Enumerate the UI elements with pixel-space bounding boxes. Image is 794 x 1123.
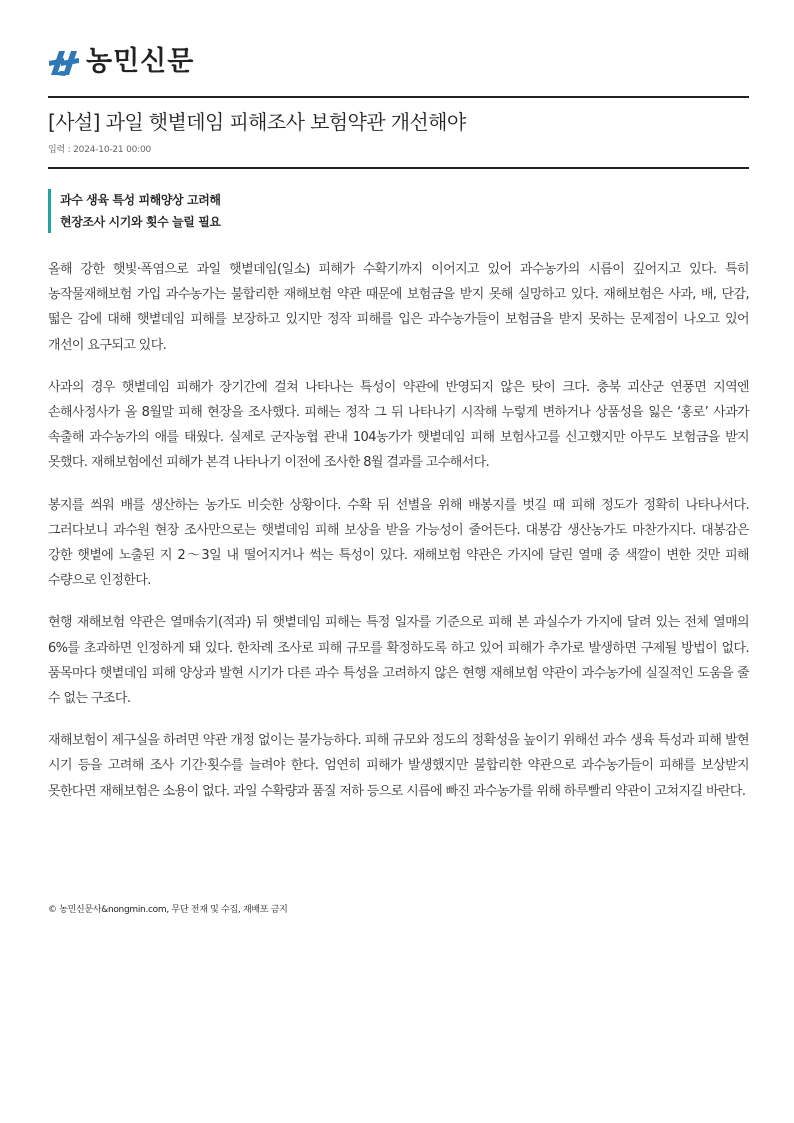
- nongmin-logo-icon: [48, 46, 80, 78]
- article-body: [48, 257, 749, 821]
- article-paragraph: 사과의 경우 햇볕데임 피해가 장기간에 걸쳐 나타나는 특성이 약관에 반영되지 않은 탓이 크다. 충북 괴산군 연풍면 지역엔 손해사정사가 올 8월말 피해 현장을 조사했다. 피해는 정작 그 뒤 나타나기 시작해 누렇게 변하거나 상품성을 잃은 ‘홍로’ 사과가 속출해 과수농가의 애를 태웠다. 실제로 군자농협 관내 104농가가 햇볕데임 피해 보험사고를 신고했지만 아무도 보험금을 받지 못했다. 재해보험에선 피해가 본격 나타나기 이전에 조사한 8월 결과를 고수해서다.: [48, 379, 749, 471]
- masthead[interactable]: [48, 42, 194, 82]
- copyright-notice: © 농민신문사&nongmin.com, 무단 전재 및 수집, 재배포 금지: [48, 905, 288, 915]
- top-divider: [48, 96, 749, 98]
- article-dateline: 입력 : 2024-10-21 00:00: [48, 145, 152, 155]
- article-paragraph: 재해보험이 제구실을 하려면 약관 개정 없이는 불가능하다. 피해 규모와 정도의 정확성을 높이기 위해선 과수 생육 특성과 피해 발현 시기 등을 고려해 조사 기간·횟수를 늘려야 한다. 엄연히 피해가 발생했지만 불합리한 약관으로 과수농가들이 피해를 보상받지 못한다면 재해보험은 소용이 없다. 과일 수확량과 품질 저하 등으로 시름에 빠진 과수농가를 위해 하루빨리 약관이 고쳐지길 바란다.: [48, 733, 749, 799]
- subhead-line: 과수 생육 특성 피해양상 고려해: [60, 193, 221, 207]
- article-paragraph: 현행 재해보험 약관은 열매솎기(적과) 뒤 햇볕데임 피해는 특정 일자를 기준으로 피해 본 과실수가 가지에 달려 있는 전체 열매의 6%를 초과하면 인정하게 돼 있다. 한차례 조사로 피해 규모를 확정하도록 하고 있어 피해가 추가로 발생하면 구제될 방법이 없다. 품목마다 햇볕데임 피해 양상과 발현 시기가 다른 과수 특성을 고려하지 않은 현행 재해보험 약관이 과수농가에 실질적인 도움을 줄 수 없는 구조다.: [48, 615, 749, 707]
- article-paragraph: 봉지를 씌워 배를 생산하는 농가도 비슷한 상황이다. 수확 뒤 선별을 위해 배봉지를 벗길 때 피해 정도가 정확히 나타나서다. 그러다보니 과수원 현장 조사만으로는 햇볕데임 피해 보상을 받을 가능성이 줄어든다. 대봉감 생산농가도 마찬가지다. 대봉감은 강한 햇볕에 노출된 지 2～3일 내 떨어지거나 썩는 특성이 있다. 재해보험 약관은 가지에 달린 열매 중 색깔이 변한 것만 피해 수량으로 인정한다.: [48, 497, 749, 589]
- headline-divider: [48, 167, 749, 169]
- article-subheads: [48, 189, 740, 233]
- subhead-line: 현장조사 시기와 횟수 늘릴 필요: [60, 215, 221, 229]
- article-headline: [사설] 과일 햇볕데임 피해조사 보험약관 개선해야: [48, 110, 466, 134]
- article-paragraph: 올해 강한 햇빛·폭염으로 과일 햇볕데임(일소) 피해가 수확기까지 이어지고 있어 과수농가의 시름이 깊어지고 있다. 특히 농작물재해보험 가입 과수농가는 불합리한 재해보험 약관 때문에 보험금을 받지 못해 실망하고 있다. 재해보험은 사과, 배, 단감, 떫은 감에 대해 햇볕데임 피해를 보장하고 있지만 정작 피해를 입은 과수농가들이 보험금을 받지 못하는 문제점이 나오고 있어 개선이 요구되고 있다.: [48, 262, 749, 353]
- masthead-logo-text: 농민신문: [86, 46, 195, 77]
